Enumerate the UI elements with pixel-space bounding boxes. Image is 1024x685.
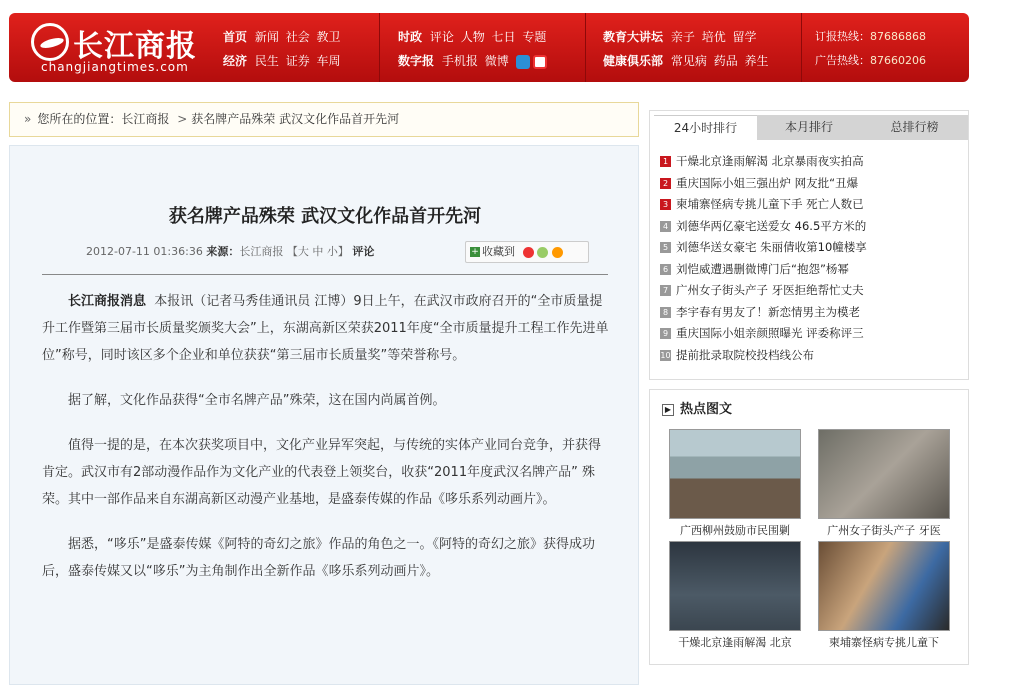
list-item[interactable]	[660, 345, 960, 367]
article-paragraph	[42, 288, 612, 369]
list-item-text[interactable]: 柬埔寨怪病专挑儿童下手 死亡人数已	[676, 197, 864, 211]
nav-link-digital[interactable]: 数字报	[398, 54, 435, 68]
ranking-list	[660, 151, 960, 366]
site-logo[interactable]	[9, 13, 209, 82]
rank-number: 6	[660, 264, 671, 275]
nav-group-politics	[398, 25, 549, 73]
nav-link[interactable]: 证券	[285, 54, 310, 68]
list-item[interactable]	[660, 194, 960, 216]
nav-link-edu-forum[interactable]: 教育大讲坛	[603, 30, 664, 44]
nav-link-home[interactable]: 首页	[223, 30, 248, 44]
breadcrumb	[9, 102, 639, 137]
article-title: 获名牌产品殊荣 武汉文化作品首开先河	[168, 206, 482, 227]
nav-link[interactable]: 教卫	[316, 30, 341, 44]
nav-link-health-club[interactable]: 健康俱乐部	[603, 54, 664, 68]
photo-caption[interactable]: 柬埔寨怪病专挑儿童下	[829, 636, 939, 649]
logo-text: 长江商报	[73, 29, 197, 64]
hotline-number: 87686868	[870, 30, 926, 43]
tencent-weibo-icon[interactable]	[516, 55, 530, 69]
hotline-label: 广告热线：	[815, 54, 870, 67]
list-item[interactable]	[660, 323, 960, 345]
rank-number: 3	[660, 199, 671, 210]
rank-number: 2	[660, 178, 671, 189]
list-item[interactable]	[660, 259, 960, 281]
article-paragraph: 据了解，文化作品获得“全市名牌产品”殊荣，这在国内尚属首例。	[68, 393, 446, 408]
nav-link[interactable]: 常见病	[670, 54, 707, 68]
news-photo-child[interactable]	[818, 541, 950, 631]
comment-link[interactable]: 评论	[352, 245, 375, 258]
list-item-text[interactable]: 刘德华送女豪宅 朱丽倩收第10幢楼享	[676, 240, 867, 254]
news-photo-boat[interactable]	[669, 429, 801, 519]
photo-caption[interactable]: 广州女子街头产子 牙医	[827, 524, 941, 537]
nav-divider	[379, 13, 380, 82]
rank-number: 10	[660, 350, 671, 360]
sina-weibo-share-icon[interactable]	[523, 247, 534, 258]
list-item[interactable]	[660, 216, 960, 238]
more-share-icon[interactable]	[552, 247, 563, 258]
rank-number: 8	[660, 307, 671, 318]
rank-number: 7	[660, 285, 671, 296]
bookmark-label: 收藏到	[482, 245, 515, 258]
ranking-box	[649, 110, 969, 380]
article-panel	[9, 145, 639, 685]
photo-caption[interactable]: 广西柳州鼓励市民围剿	[680, 524, 790, 537]
list-item-text[interactable]: 刘德华两亿豪宅送爱女 46.5平方米的	[676, 218, 867, 233]
breadcrumb-arrow-icon: »	[24, 112, 32, 126]
hot-pictures-box	[649, 389, 969, 665]
article-body	[42, 288, 612, 603]
font-size-switch[interactable]: 【大 中 小】	[286, 245, 349, 258]
list-item[interactable]	[660, 280, 960, 302]
nav-link[interactable]: 留学	[732, 30, 757, 44]
sina-weibo-icon[interactable]	[533, 55, 547, 69]
photo-caption[interactable]: 干燥北京逢雨解渴 北京	[678, 636, 792, 649]
rank-number: 1	[660, 156, 671, 167]
rank-number: 5	[660, 242, 671, 253]
nav-link[interactable]: 微博	[484, 54, 509, 68]
breadcrumb-separator-icon: >	[177, 112, 188, 126]
nav-link-economy[interactable]: 经济	[223, 54, 248, 68]
article-paragraph-text: 本报讯（记者马秀佳通讯员 江博）9日上午，在武汉市政府召开的“全市质量提升工作暨第三届市长质量奖颁奖大会”上，东湖高新区荣获2011年度“全市质量提升工程工作先进单位”称号，同时该区多个企业和单位获获“第三届市长质量奖”等荣誉称号。	[42, 294, 609, 363]
nav-link[interactable]: 培优	[701, 30, 726, 44]
article-meta	[86, 243, 374, 259]
hotlines	[815, 25, 926, 73]
tab-all-time[interactable]: 总排行榜	[861, 115, 968, 140]
list-item[interactable]	[660, 302, 960, 324]
nav-link[interactable]: 专题	[522, 30, 547, 44]
list-item-text[interactable]: 重庆国际小姐亲颜照曝光 评委称评三	[676, 326, 864, 340]
article-source-label: 来源：	[206, 245, 240, 258]
nav-link[interactable]: 人物	[460, 30, 485, 44]
rank-number: 4	[660, 221, 671, 232]
nav-link[interactable]: 七日	[491, 30, 516, 44]
breadcrumb-current: 获名牌产品殊荣 武汉文化作品首开先河	[191, 112, 400, 126]
title-divider	[42, 274, 608, 275]
play-icon: ▶	[662, 404, 674, 416]
qzone-share-icon[interactable]	[537, 247, 548, 258]
list-item[interactable]	[660, 151, 960, 173]
ranking-tabs	[650, 115, 968, 140]
bookmark-bar[interactable]	[465, 241, 589, 263]
nav-divider	[801, 13, 802, 82]
nav-link-politics[interactable]: 时政	[398, 30, 423, 44]
hot-pictures-heading	[662, 398, 732, 417]
breadcrumb-site-link[interactable]: 长江商报	[121, 112, 170, 126]
nav-link[interactable]: 手机报	[441, 54, 478, 68]
nav-link[interactable]: 亲子	[670, 30, 695, 44]
tab-24h[interactable]: 24小时排行	[654, 115, 757, 140]
logo-icon	[31, 23, 69, 61]
list-item-text[interactable]: 广州女子街头产子 牙医拒绝帮忙丈夫	[676, 283, 864, 297]
hotline-label: 订报热线：	[815, 30, 870, 43]
article-lead: 长江商报消息	[68, 294, 147, 309]
list-item[interactable]	[660, 237, 960, 259]
nav-link[interactable]: 社会	[285, 30, 310, 44]
nav-link[interactable]: 评论	[429, 30, 454, 44]
tab-month[interactable]: 本月排行	[757, 115, 861, 140]
nav-link[interactable]: 民生	[254, 54, 279, 68]
hotline-number: 87660206	[870, 54, 926, 67]
news-photo-street[interactable]	[818, 429, 950, 519]
nav-group-news	[223, 25, 344, 73]
hot-pictures-title: 热点图文	[680, 402, 733, 417]
article-paragraph: 值得一提的是，在本次获奖项目中，文化产业异军突起，与传统的实体产业同台竞争，并获得肯定。武汉市有2部动漫作品作为文化产业的代表登上领奖台，收获“2011年度武汉名牌产品” 殊荣。其中一部作品来自东湖高新区动漫产业基地，是盛泰传媒的作品《哆乐系列动画片》。	[42, 438, 602, 507]
article-paragraph: 据悉，“哆乐”是盛泰传媒《阿特的奇幻之旅》作品的角色之一。《阿特的奇幻之旅》获得成功后，盛泰传媒又以“哆乐”为主角制作出全新作品《哆乐系列动画片》。	[42, 537, 595, 579]
plus-icon: +	[471, 247, 479, 257]
rank-number: 9	[660, 328, 671, 339]
list-item-text[interactable]: 重庆国际小姐三强出炉 网友批“丑爆	[676, 175, 859, 190]
nav-link[interactable]: 药品	[713, 54, 738, 68]
article-datetime: 2012-07-11 01:36:36	[86, 245, 203, 258]
logo-url: changjiangtimes.com	[41, 60, 189, 74]
breadcrumb-prefix: 您所在的位置：	[37, 112, 122, 126]
nav-link[interactable]: 养生	[744, 54, 769, 68]
nav-link[interactable]: 车周	[316, 54, 341, 68]
nav-link[interactable]: 新闻	[254, 30, 279, 44]
article-source: 长江商报	[239, 245, 284, 258]
nav-divider	[585, 13, 586, 82]
list-item-text[interactable]: 提前批录取院校投档线公布	[676, 347, 814, 362]
nav-group-education	[603, 25, 772, 73]
list-item-text[interactable]: 刘恺威遭遇删微博门后“抱怨”杨幂	[676, 261, 849, 276]
list-item[interactable]	[660, 173, 960, 195]
news-photo-rain[interactable]	[669, 541, 801, 631]
site-header	[9, 13, 969, 82]
list-item-text[interactable]: 干燥北京逢雨解渴 北京暴雨夜实拍高	[676, 154, 864, 168]
list-item-text[interactable]: 李宇春有男友了！新恋情男主为模老	[676, 304, 860, 319]
